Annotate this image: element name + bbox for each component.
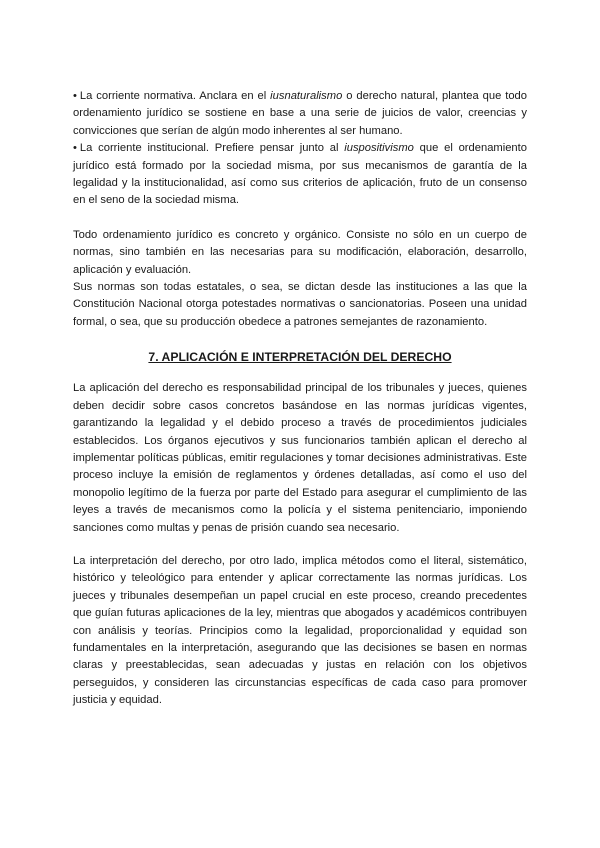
bullet-text-prefix: La corriente institucional. Prefiere pensar junto al	[79, 142, 345, 155]
bullet-normativa	[73, 88, 527, 140]
bullet-mark: •	[73, 142, 77, 155]
paragraph-ordenamiento: Todo ordenamiento jurídico es concreto y orgánico. Consiste no sólo en un cuerpo de normas, sino también en las necesarias para su modificación, elaboración, desarrollo, aplicación y evaluación.	[73, 228, 527, 276]
paragraph-interpretacion: La interpretación del derecho, por otro lado, implica métodos como el literal, sistemático, histórico y teleológico para entender y aplicar correctamente las normas jurídicas. Los jueces y tribunales desempeñan un papel crucial en este proceso, creando precedentes que guían futuras aplicaciones de la ley, mientras que abogados y académicos contribuyen con análisis y teorías. Principios como la legalidad, proporcionalidad y equidad son fundamentales en la interpretación, asegurando que las decisiones se basen en normas claras y preestablecidas, sean adecuadas y justas en relación con los objetivos perseguidos, y consideren las circunstancias específicas de cada caso para promover justicia y equidad.	[73, 554, 527, 707]
section-heading: 7. APLICACIÓN E INTERPRETACIÓN DEL DERECHO	[148, 350, 452, 365]
bullet-text-emphasis: iusnaturalismo	[270, 90, 343, 102]
bullet-institucional	[73, 140, 527, 210]
bullet-mark: •	[73, 90, 77, 102]
paragraph-aplicacion: La aplicación del derecho es responsabilidad principal de los tribunales y jueces, quienes deben decidir sobre casos concretos basándose en las normas jurídicas vigentes, garantizando la legalidad y el debido proceso a través de procedimientos judiciales establecidos. Los órganos ejecutivos y sus funcionarios también aplican el derecho al implementar políticas públicas, emitir regulaciones y tomar decisiones administrativas. Este proceso incluye la emisión de reglamentos y órdenes detalladas, así como el uso del monopolio legítimo de la fuerza por parte del Estado para asegurar el cumplimiento de las leyes a través de mecanismos como la policía y el sistema penitenciario, imponiendo sanciones como multas y penas de prisión cuando sea necesario.	[73, 382, 527, 534]
bullet-text-emphasis: iuspositivismo	[344, 142, 414, 155]
paragraph-normas-estatales: Sus normas son todas estatales, o sea, se dictan desde las instituciones a las que la Constitución Nacional otorga potestades normativas o sancionatorias. Poseen una unidad formal, o sea, que su producción obedece a patrones semejantes de razonamiento.	[73, 281, 527, 328]
bullet-text-prefix: La corriente normativa. Anclara en el	[79, 90, 271, 102]
bullet-text-suffix: que el ordenamiento jurídico está formado por la sociedad misma, por sus mecanismos de garantía de la legalidad y la institucionalidad, así como sus criterios de aplicación, fruto de un consenso en el seno de la sociedad misma.	[73, 142, 527, 207]
bullet-text-suffix: o derecho natural, plantea que todo ordenamiento jurídico se sostiene en base a una serie de juicios de valor, creencias y convicciones que serían de algún modo inherentes al ser humano.	[73, 90, 527, 137]
page-content	[73, 88, 527, 710]
